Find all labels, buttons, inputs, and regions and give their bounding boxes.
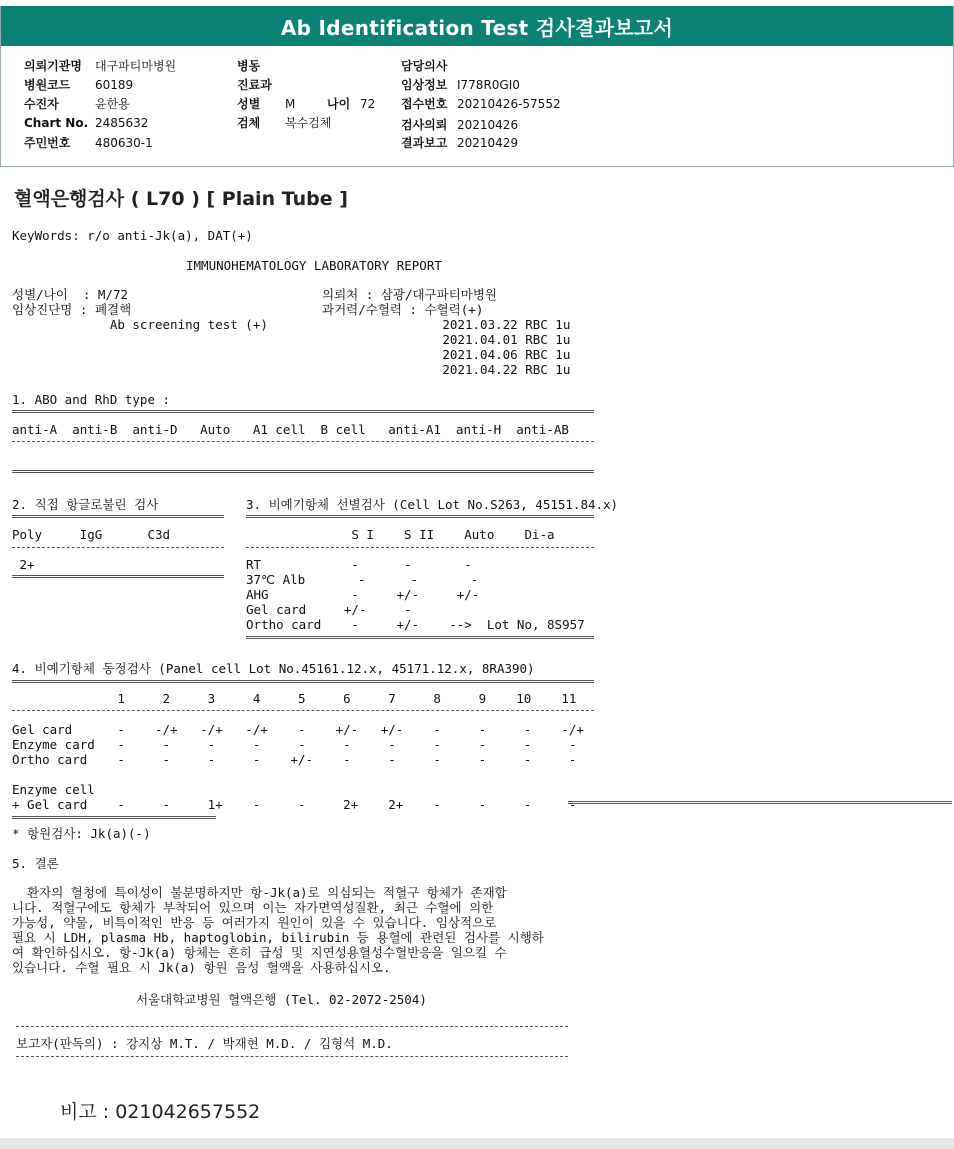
- info-value: 20210426-57552: [457, 97, 561, 111]
- patient-right: 의뢰처 : 삼광/대구파티마병원 과거력/수혈력 : 수혈력(+) 2021.03.22 RBC 1u 2021.04.01 RBC 1u 2021.04.06 RBC 1u 2021.04.22 RBC 1u: [322, 287, 571, 377]
- divider: [12, 816, 216, 819]
- info-value: I778R0GI0: [457, 78, 520, 92]
- info-row: [237, 95, 295, 112]
- info-row: [401, 116, 518, 133]
- divider: [246, 515, 594, 518]
- age-field: [327, 95, 375, 112]
- info-label: Chart No.: [24, 116, 89, 130]
- info-label: 담당의사: [401, 59, 448, 73]
- info-value: 복수검체: [285, 116, 332, 130]
- bottom-band: [0, 1138, 954, 1149]
- info-row: [401, 95, 561, 112]
- conclusion-title: 5. 결론: [12, 856, 59, 871]
- info-label: 임상정보: [401, 78, 448, 92]
- info-label: 검사의뢰: [401, 118, 448, 132]
- age-value: 72: [360, 97, 376, 111]
- info-label: 검체: [237, 116, 261, 130]
- reporters: 보고자(판독의) : 강지상 M.T. / 박재현 M.D. / 김형석 M.D.: [16, 1036, 393, 1051]
- panel-header: 1 2 3 4 5 6 7 8 9 10 11: [12, 691, 577, 706]
- age-label: 나이: [327, 97, 351, 111]
- dat-values: 2+: [12, 557, 35, 572]
- divider: [12, 547, 224, 548]
- remarks: 비고 : 021042657552: [60, 1101, 261, 1123]
- lab-title: IMMUNOHEMATOLOGY LABORATORY REPORT: [186, 258, 442, 273]
- divider: [16, 1056, 568, 1057]
- info-row: [237, 57, 285, 74]
- divider: [12, 441, 594, 442]
- info-label: 성별: [237, 97, 261, 111]
- info-row: [24, 95, 130, 112]
- info-value: M: [285, 97, 296, 111]
- divider: [16, 1026, 568, 1027]
- info-value: 480630-1: [95, 136, 153, 150]
- dat-header: Poly IgG C3d: [12, 527, 171, 542]
- info-row: [24, 57, 176, 74]
- info-value: 60189: [95, 78, 134, 92]
- screen-title: 3. 비예기항체 선별검사 (Cell Lot No.S263, 45151.84.x): [246, 497, 619, 512]
- patient-left: 성별/나이 : M/72 임상진단명 : 폐결핵 Ab screening test (+): [12, 287, 268, 332]
- screen-header: S I S II Auto Di-a: [246, 527, 555, 542]
- info-value: 20210429: [457, 136, 519, 150]
- divider: [12, 410, 594, 413]
- info-label: 병원코드: [24, 78, 71, 92]
- divider: [12, 575, 224, 578]
- divider: [246, 547, 594, 548]
- divider: [12, 515, 224, 518]
- info-value: 20210426: [457, 118, 519, 132]
- info-label: 진료과: [237, 78, 272, 92]
- keywords: KeyWords: r/o anti-Jk(a), DAT(+): [12, 228, 253, 243]
- info-value: 윤한용: [95, 97, 130, 111]
- conclusion-text: 환자의 혈청에 특이성이 불분명하지만 항-Jk(a)로 의심되는 적혈구 항체가 존재합 니다. 적혈구에도 항체가 부착되어 있으며 이는 자가면역성질환, 최근 수혈에 의한 가능성, 약물, 비특이적인 반응 등 여러가지 원인이 있을 수 있습니다. 임상적으로 필요 시 LDH, plasma Hb, haptoglobin, bilirubin 등 용혈에 관련된 검사를 시행하 여 확인하십시오. 항-Jk(a) 항체는 흔히 급성 및 지연성용혈성수혈반응을 일으킬 수 있습니다. 수혈 필요 시 Jk(a) 항원 음성 혈액을 사용하십시오.: [12, 885, 544, 975]
- hospital-contact: 서울대학교병원 혈액은행 (Tel. 02-2072-2504): [136, 992, 427, 1007]
- antigen-result: * 항원검사: Jk(a)(-): [12, 826, 151, 841]
- info-row: [401, 57, 457, 74]
- info-label: 수진자: [24, 97, 59, 111]
- abo-title: 1. ABO and RhD type :: [12, 392, 171, 407]
- info-row: [401, 134, 518, 151]
- info-value: 대구파티마병원: [95, 59, 177, 73]
- divider: [568, 801, 952, 804]
- info-row: [24, 134, 153, 151]
- info-label: 병동: [237, 59, 261, 73]
- info-label: 결과보고: [401, 136, 448, 150]
- info-value: 2485632: [95, 116, 149, 130]
- panel-title: 4. 비예기항체 동정검사 (Panel cell Lot No.45161.12.x, 45171.12.x, 8RA390): [12, 661, 535, 676]
- divider: [12, 710, 594, 711]
- abo-header: anti-A anti-B anti-D Auto A1 cell B cell anti-A1 anti-H anti-AB: [12, 422, 569, 437]
- info-row: [237, 76, 285, 93]
- info-row: [237, 114, 331, 131]
- divider: [12, 680, 594, 683]
- panel-rows: Gel card - -/+ -/+ -/+ - +/- +/- - - - -/+ Enzyme card - - - - - - - - - - - Ortho card - - - - +/- - - - - - - Enzyme cell + Gel card - - 1+ - - 2+ 2+ - - - -: [12, 722, 584, 812]
- divider: [12, 470, 594, 473]
- dat-title: 2. 직접 항글로불린 검사: [12, 497, 159, 512]
- info-label: 주민번호: [24, 136, 71, 150]
- info-label: 접수번호: [401, 97, 448, 111]
- info-row: [401, 76, 520, 93]
- report-title: Ab Identification Test 검사결과보고서: [0, 6, 954, 46]
- info-row: [24, 116, 148, 130]
- screen-rows: RT - - - 37℃ Alb - - - AHG - +/- +/- Gel card +/- - Ortho card - +/- --> Lot No, 8S957: [246, 557, 585, 632]
- info-row: [24, 76, 133, 93]
- info-label: 의뢰기관명: [24, 59, 82, 73]
- divider: [246, 636, 594, 639]
- section-title: 혈액은행검사 ( L70 ) [ Plain Tube ]: [14, 188, 348, 210]
